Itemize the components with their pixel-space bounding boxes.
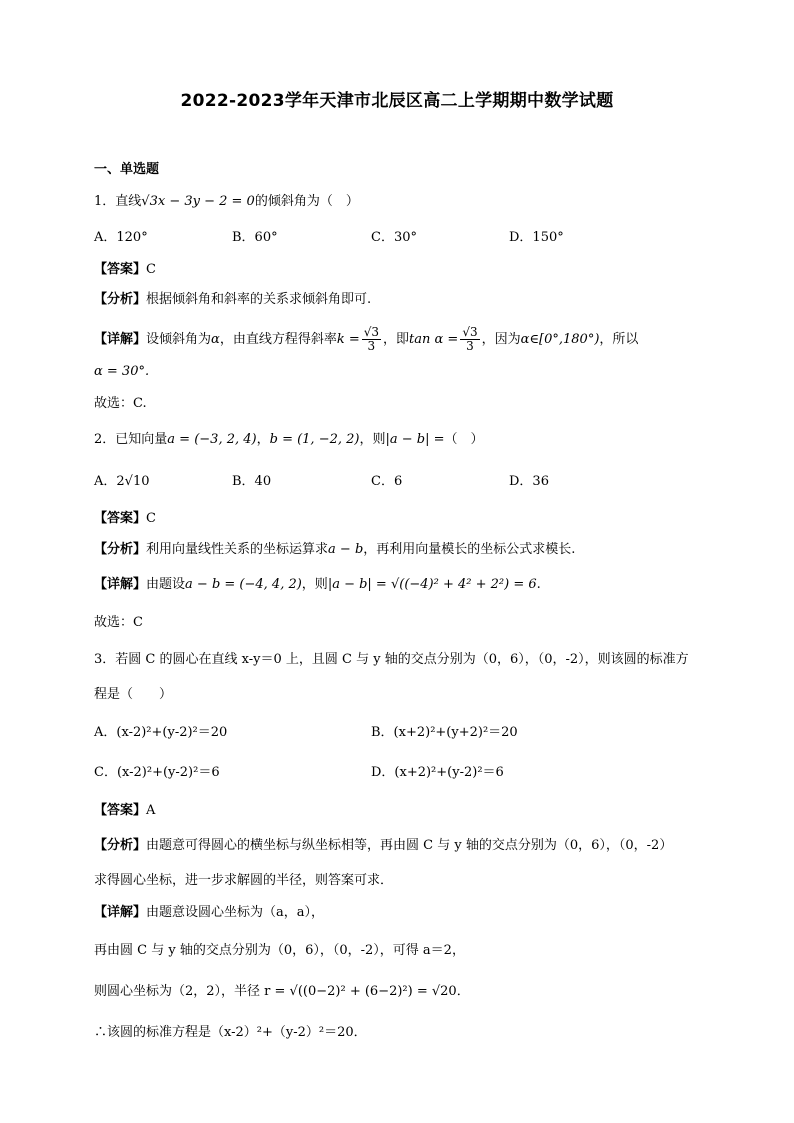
analysis-line xyxy=(94,540,575,560)
detail-label: 【详解】 xyxy=(94,905,147,920)
answer-value: C xyxy=(146,511,156,526)
detail-line xyxy=(94,362,149,382)
math-expr: α = 30°. xyxy=(94,364,150,379)
detail-line xyxy=(94,326,638,353)
choose-line xyxy=(94,613,143,633)
answer-line xyxy=(94,801,155,821)
math-expr: α xyxy=(211,332,220,347)
option-a: A．(x-2)²+(y-2)²＝20 xyxy=(94,725,228,740)
vector-b: b = (1, −2, 2) xyxy=(269,432,360,447)
answer-line xyxy=(94,260,156,280)
detail-text: ，则 xyxy=(301,577,328,592)
fraction xyxy=(362,326,381,353)
detail-label: 【详解】 xyxy=(94,577,147,592)
vector-a: a = (−3, 2, 4) xyxy=(167,432,257,447)
detail-text: . xyxy=(536,577,541,592)
question-number: 3． xyxy=(94,652,116,667)
detail-text: 由题设 xyxy=(146,577,186,592)
analysis-line xyxy=(94,290,371,310)
detail-line: ∴该圆的标准方程是（x-2）²+（y-2）²＝20． xyxy=(94,1025,367,1040)
question-3-stem-cont: 程是（ ） xyxy=(94,687,173,702)
stem-text: 若圆 C 的圆心在直线 x-y＝0 上，且圆 C 与 y 轴的交点分别为（0，6），（0，-2），则该圆的标准方 xyxy=(115,652,689,667)
choose-value: C xyxy=(133,615,143,630)
detail-line: 则圆心坐标为（2，2），半径 r = √((0−2)² + (6−2)²) = √20． xyxy=(94,984,470,999)
option-d: D．36 xyxy=(509,474,549,489)
math-expr: a − b = (−4, 4, 2) xyxy=(185,577,302,592)
question-1-stem xyxy=(94,192,359,212)
fraction xyxy=(460,326,479,353)
option-c: C．30° xyxy=(371,230,417,245)
vector-norm: |a − b| = xyxy=(385,432,445,447)
answer-value: C xyxy=(146,262,156,277)
analysis-label: 【分析】 xyxy=(94,542,147,557)
detail-text: ，因为 xyxy=(481,332,521,347)
detail-text: ，所以 xyxy=(599,332,639,347)
detail-line xyxy=(94,903,324,923)
detail-text: 设倾斜角为 xyxy=(146,332,212,347)
analysis-label: 【分析】 xyxy=(94,838,147,853)
analysis-line-cont: 求得圆心坐标，进一步求解圆的半径，则答案可求． xyxy=(94,873,394,888)
detail-text: ，由直线方程得斜率 xyxy=(219,332,337,347)
detail-label: 【详解】 xyxy=(94,332,147,347)
stem-text: （ ） xyxy=(444,432,484,447)
fraction-numerator: √3 xyxy=(363,325,380,339)
choose-label: 故选： xyxy=(94,396,134,411)
question-2-stem xyxy=(94,430,484,450)
stem-text: 直线 xyxy=(115,194,142,209)
choose-line xyxy=(94,394,147,414)
analysis-text: 利用向量线性关系的坐标运算求 xyxy=(146,542,329,557)
option-d: D．(x+2)²+(y-2)²＝6 xyxy=(371,765,504,780)
question-3-stem xyxy=(94,650,689,670)
option-d: D．150° xyxy=(509,230,564,245)
stem-text: ， xyxy=(256,432,270,447)
detail-text: ，即 xyxy=(383,332,410,347)
math-expr: a − b xyxy=(328,542,364,557)
option-c: C．6 xyxy=(371,474,403,489)
option-a: A．120° xyxy=(94,230,148,245)
choose-label: 故选： xyxy=(94,615,134,630)
fraction-denominator: 3 xyxy=(466,339,474,353)
answer-label: 【答案】 xyxy=(94,511,147,526)
section-heading: 一、单选题 xyxy=(94,162,160,177)
stem-text: 已知向量 xyxy=(115,432,168,447)
answer-value: A xyxy=(146,803,156,818)
choose-value: C. xyxy=(133,396,147,411)
analysis-text: 由题意可得圆心的横坐标与纵坐标相等，再由圆 C 与 y 轴的交点分别为（0，6），（0，-2） xyxy=(146,838,673,853)
answer-label: 【答案】 xyxy=(94,262,147,277)
analysis-text: 根据倾斜角和斜率的关系求倾斜角即可. xyxy=(146,292,372,307)
question-number: 2． xyxy=(94,432,116,447)
math-expr: tan α = xyxy=(409,332,459,347)
detail-line: 再由圆 C 与 y 轴的交点分别为（0，6），（0，-2），可得 a＝2， xyxy=(94,943,465,958)
analysis-line xyxy=(94,836,672,856)
fraction-numerator: √3 xyxy=(462,325,478,339)
stem-text: 的倾斜角为（ ） xyxy=(254,194,359,209)
analysis-text: ，再利用向量模长的坐标公式求模长. xyxy=(363,542,576,557)
answer-label: 【答案】 xyxy=(94,803,147,818)
line-equation: √3x − 3y − 2 = 0 xyxy=(141,194,255,209)
option-c: C．(x-2)²+(y-2)²＝6 xyxy=(94,765,220,780)
stem-text: ，则 xyxy=(359,432,386,447)
option-b: B．(x+2)²+(y+2)²＝20 xyxy=(371,725,518,740)
question-number: 1． xyxy=(94,194,116,209)
answer-line xyxy=(94,509,156,529)
math-expr: |a − b| = √((−4)² + 4² + 2²) = 6 xyxy=(327,577,537,592)
document-title: 2022-2023学年天津市北辰区高二上学期期中数学试题 xyxy=(180,91,614,111)
math-expr: α∈[0°,180°) xyxy=(520,332,600,347)
analysis-label: 【分析】 xyxy=(94,292,147,307)
math-expr: k = xyxy=(336,332,360,347)
detail-text: 由题意设圆心坐标为（a，a）， xyxy=(146,905,325,920)
option-b: B．40 xyxy=(232,474,272,489)
option-b: B．60° xyxy=(232,230,278,245)
option-a: A．2√10 xyxy=(94,474,150,489)
fraction-denominator: 3 xyxy=(367,339,376,353)
detail-line xyxy=(94,575,541,595)
